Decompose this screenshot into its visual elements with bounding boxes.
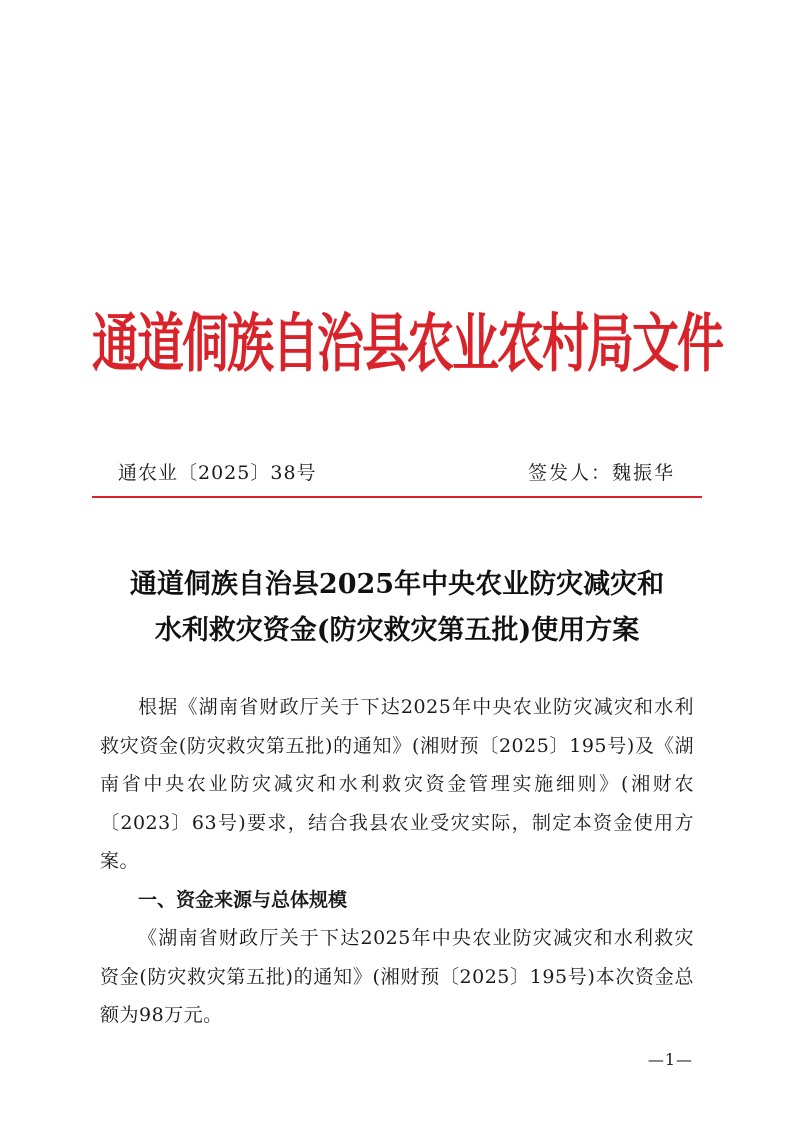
body-paragraph-1: 根据《湖南省财政厅关于下达2025年中央农业防灾减灾和水利救灾资金(防灾救灾第五批)的通知》(湘财预〔2025〕195号)及《湖南省中央农业防灾减灾和水利救灾资金管理实施细则》(湘财农〔2023〕63号)要求，结合我县农业受灾实际，制定本资金使用方案。 <box>100 696 694 872</box>
title-line-1: 通道侗族自治县2025年中央农业防灾减灾和 <box>129 569 665 600</box>
title-line-2: 水利救灾资金(防灾救灾第五批)使用方案 <box>154 615 640 646</box>
issuer-signature: 签发人：魏振华 <box>527 462 675 484</box>
document-title <box>80 562 714 654</box>
page-number: —1— <box>647 1050 693 1069</box>
section-heading-1: 一、资金来源与总体规模 <box>138 888 348 911</box>
masthead-title: 通道侗族自治县农业农村局文件 <box>92 307 722 382</box>
red-divider-line <box>92 496 702 498</box>
document-number: 通农业〔2025〕38号 <box>118 462 317 484</box>
document-body <box>100 688 694 1035</box>
body-paragraph-2: 《湖南省财政厅关于下达2025年中央农业防灾减灾和水利救灾资金(防灾救灾第五批)的通知》(湘财预〔2025〕195号)本次资金总额为98万元。 <box>100 927 694 1026</box>
